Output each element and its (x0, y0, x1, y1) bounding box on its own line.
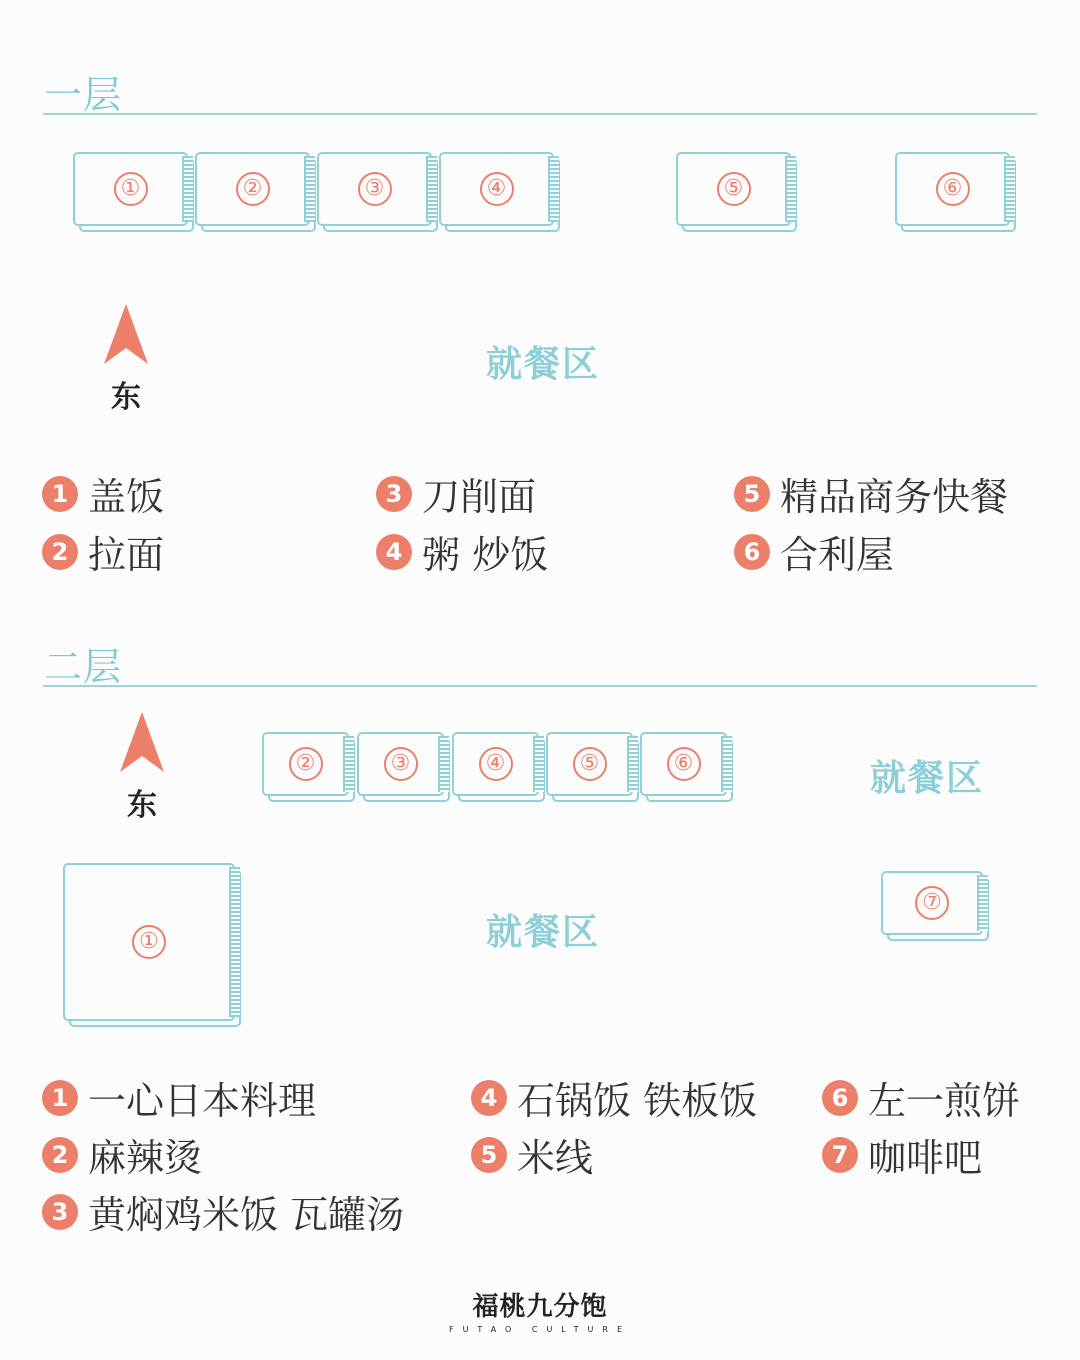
floor2-legend-item-5 (471, 1127, 593, 1182)
floor2-stall-7[interactable] (881, 871, 983, 935)
floor1-stall-2[interactable] (195, 152, 310, 226)
compass-label: 东 (127, 788, 157, 823)
legend-label: 麻辣烫 (88, 1136, 203, 1180)
floor2-legend-item-7 (822, 1127, 982, 1182)
legend-label: 石锅饭 铁板饭 (517, 1079, 758, 1123)
stall-number: ② (289, 747, 323, 781)
floor1-compass (96, 304, 156, 416)
legend-label: 精品商务快餐 (780, 475, 1009, 519)
stall-number: ④ (479, 747, 513, 781)
floor2-legend-item-4 (471, 1070, 757, 1125)
floor1-legend-item-3 (376, 466, 536, 521)
floor1-legend-item-2 (42, 524, 164, 579)
stall-number: ⑥ (936, 172, 970, 206)
legend-number: 3 (42, 1194, 78, 1230)
legend-number: 5 (471, 1137, 507, 1173)
legend-label: 米线 (517, 1136, 594, 1180)
stall-number: ⑤ (573, 747, 607, 781)
legend-number: 4 (471, 1080, 507, 1116)
brand-name-cn: 福桃九分饱 (472, 1292, 608, 1322)
floor2-compass (112, 712, 172, 824)
legend-number: 2 (42, 534, 78, 570)
legend-label: 刀削面 (422, 475, 537, 519)
compass-label: 东 (111, 380, 141, 415)
stall-number: ③ (358, 172, 392, 206)
stall-number: ② (236, 172, 270, 206)
legend-number: 4 (376, 534, 412, 570)
stall-number: ④ (480, 172, 514, 206)
legend-number: 1 (42, 476, 78, 512)
floor2-stall-6[interactable] (640, 732, 727, 796)
floor2-legend-item-1 (42, 1070, 316, 1125)
floor2-legend-item-3 (42, 1184, 404, 1239)
floor2-dining-area-label-right: 就餐区 (870, 758, 985, 799)
floor2-stall-4[interactable] (452, 732, 539, 796)
floor1-legend-item-4 (376, 524, 548, 579)
floor2-legend-item-2 (42, 1127, 202, 1182)
north-arrow-icon (104, 304, 148, 364)
legend-label: 咖啡吧 (868, 1136, 983, 1180)
legend-label: 盖饭 (88, 475, 165, 519)
legend-label: 粥 炒饭 (422, 533, 549, 577)
legend-label: 合利屋 (780, 533, 895, 577)
floor1-legend-item-6 (734, 524, 894, 579)
floor1-title: 一层 (44, 73, 123, 117)
brand-name-en: FUTAO CULTURE (448, 1325, 632, 1334)
floor1-stall-1[interactable] (73, 152, 188, 226)
floor2-stall-2[interactable] (262, 732, 349, 796)
legend-number: 7 (822, 1137, 858, 1173)
stall-number: ① (114, 172, 148, 206)
floor1-legend-item-1 (42, 466, 164, 521)
floor2-legend-item-6 (822, 1070, 1020, 1125)
legend-number: 6 (822, 1080, 858, 1116)
floor2-stall-1[interactable] (63, 863, 235, 1021)
legend-number: 6 (734, 534, 770, 570)
legend-label: 拉面 (88, 533, 165, 577)
north-arrow-icon (120, 712, 164, 772)
legend-label: 一心日本料理 (88, 1079, 317, 1123)
floor2-dining-area-label-center: 就餐区 (486, 912, 601, 953)
legend-number: 5 (734, 476, 770, 512)
legend-number: 1 (42, 1080, 78, 1116)
legend-label: 黄焖鸡米饭 瓦罐汤 (88, 1193, 405, 1237)
stall-number: ③ (384, 747, 418, 781)
floor1-stall-5[interactable] (676, 152, 791, 226)
stall-number: ① (132, 925, 166, 959)
brand-logo (0, 1286, 1080, 1334)
legend-number: 2 (42, 1137, 78, 1173)
floor2-divider (43, 685, 1037, 687)
stall-number: ⑦ (915, 886, 949, 920)
legend-number: 3 (376, 476, 412, 512)
floor2-stall-5[interactable] (546, 732, 633, 796)
floor1-divider (43, 113, 1037, 115)
floor2-title: 二层 (44, 645, 123, 689)
floor2-stall-3[interactable] (357, 732, 444, 796)
floor1-legend-item-5 (734, 466, 1008, 521)
stall-number: ⑤ (717, 172, 751, 206)
floor1-stall-3[interactable] (317, 152, 432, 226)
stall-number: ⑥ (667, 747, 701, 781)
floor1-stall-6[interactable] (895, 152, 1010, 226)
legend-label: 左一煎饼 (868, 1079, 1021, 1123)
floor1-dining-area-label: 就餐区 (486, 344, 601, 385)
floor1-stall-4[interactable] (439, 152, 554, 226)
